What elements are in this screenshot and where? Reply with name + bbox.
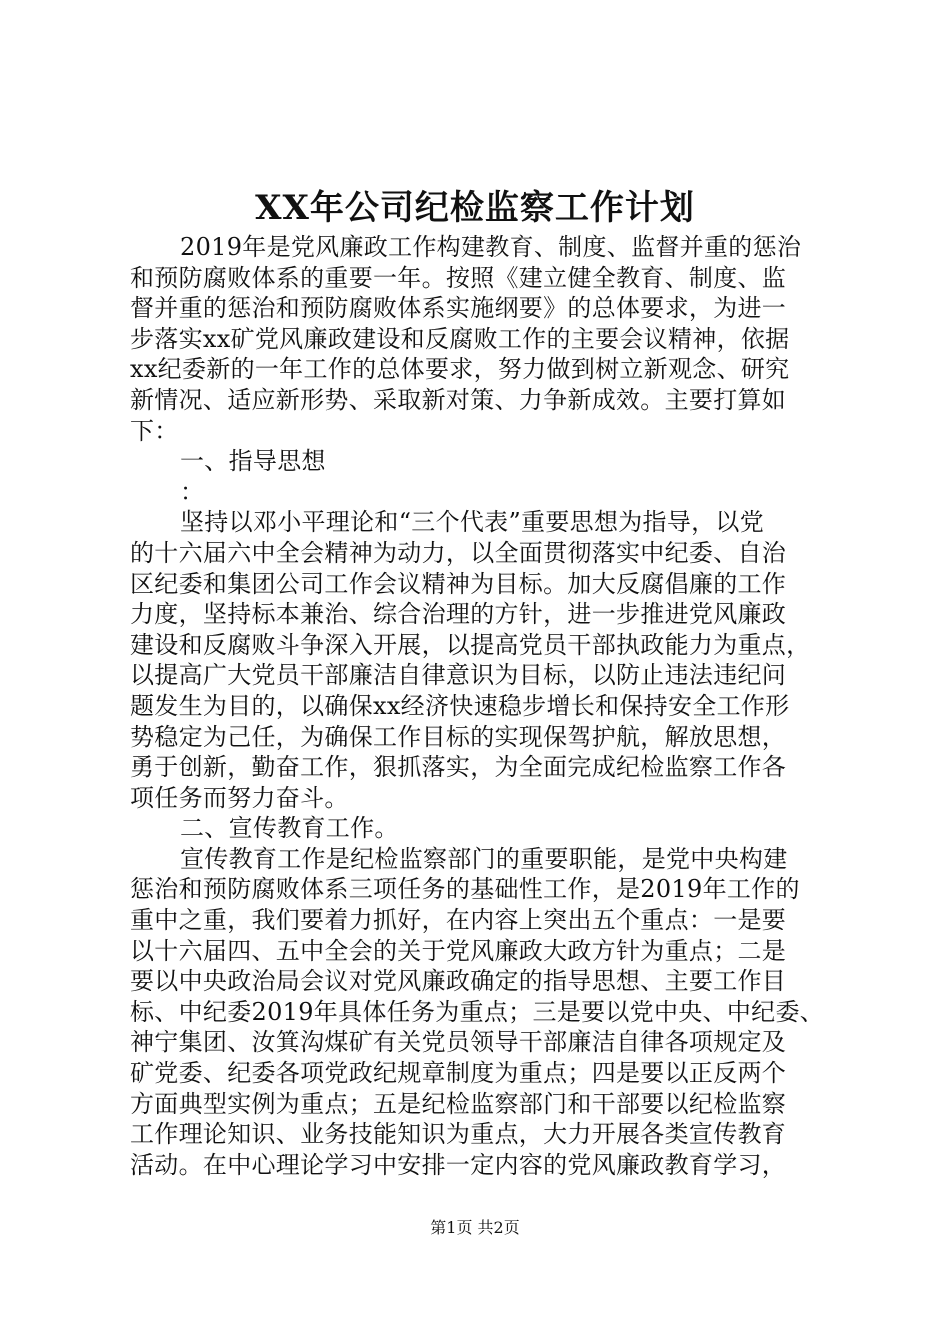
paragraph-line: 工作理论知识、业务技能知识为重点，大力开展各类宣传教育 [130,1120,787,1149]
paragraph-line: 以提高广大党员干部廉洁自律意识为目标，以防止违法违纪问 [130,661,787,690]
paragraph-line: 活动。在中心理论学习中安排一定内容的党风廉政教育学习， [130,1150,787,1179]
section-heading: 一、指导思想 [180,447,326,476]
paragraph-line: 步落实xx矿党风廉政建设和反腐败工作的主要会议精神，依据 [130,324,790,353]
paragraph-line: 下： [130,416,179,445]
paragraph-line: 项任务而努力奋斗。 [130,783,349,812]
paragraph-line: 区纪委和集团公司工作会议精神为目标。加大反腐倡廉的工作 [130,569,787,598]
paragraph-line: 矿党委、纪委各项党政纪规章制度为重点；四是要以正反两个 [130,1059,787,1088]
paragraph-line: 重中之重，我们要着力抓好，在内容上突出五个重点：一是要 [130,906,787,935]
paragraph-line: 力度，坚持标本兼治、综合治理的方针，进一步推进党风廉政 [130,600,787,629]
paragraph-line: 督并重的惩治和预防腐败体系实施纲要》的总体要求，为进一 [130,294,787,323]
paragraph-line: 勇于创新，勤奋工作，狠抓落实，为全面完成纪检监察工作各 [130,753,787,782]
section-heading: 二、宣传教育工作。 [180,814,399,843]
paragraph-line: 建设和反腐败斗争深入开展，以提高党员干部执政能力为重点， [130,630,811,659]
paragraph-line: 惩治和预防腐败体系三项任务的基础性工作，是2019年工作的 [130,875,800,904]
paragraph-line: 标、中纪委2019年具体任务为重点；三是要以党中央、中纪委、 [130,997,825,1026]
document-body [130,232,830,1180]
paragraph-line: 要以中央政治局会议对党风廉政确定的指导思想、主要工作目 [130,967,787,996]
paragraph-line: 坚持以邓小平理论和“三个代表”重要思想为指导，以党 [180,508,765,537]
paragraph-line: xx纪委新的一年工作的总体要求，努力做到树立新观念、研究 [130,355,790,384]
paragraph-line: 神宁集团、汝箕沟煤矿有关党员领导干部廉洁自律各项规定及 [130,1028,787,1057]
paragraph-line: 题发生为目的，以确保xx经济快速稳步增长和保持安全工作形 [130,691,790,720]
paragraph-line: 和预防腐败体系的重要一年。按照《建立健全教育、制度、监 [130,263,787,292]
paragraph-line: 的十六届六中全会精神为动力，以全面贯彻落实中纪委、自治 [130,538,787,567]
paragraph-line: 以十六届四、五中全会的关于党风廉政大政方针为重点；二是 [130,936,787,965]
paragraph-line: 2019年是党风廉政工作构建教育、制度、监督并重的惩治 [180,233,802,261]
paragraph-line: ： [180,477,205,506]
document-title: XX年公司纪检监察工作计划 [255,188,695,228]
page-number: 第1页 共2页 [430,1218,520,1237]
paragraph-line: 方面典型实例为重点；五是纪检监察部门和干部要以纪检监察 [130,1089,787,1118]
paragraph-line: 新情况、适应新形势、采取新对策、力争新成效。主要打算如 [130,385,787,414]
paragraph-line: 势稳定为己任，为确保工作目标的实现保驾护航，解放思想， [130,722,787,751]
paragraph-line: 宣传教育工作是纪检监察部门的重要职能，是党中央构建 [180,844,788,873]
